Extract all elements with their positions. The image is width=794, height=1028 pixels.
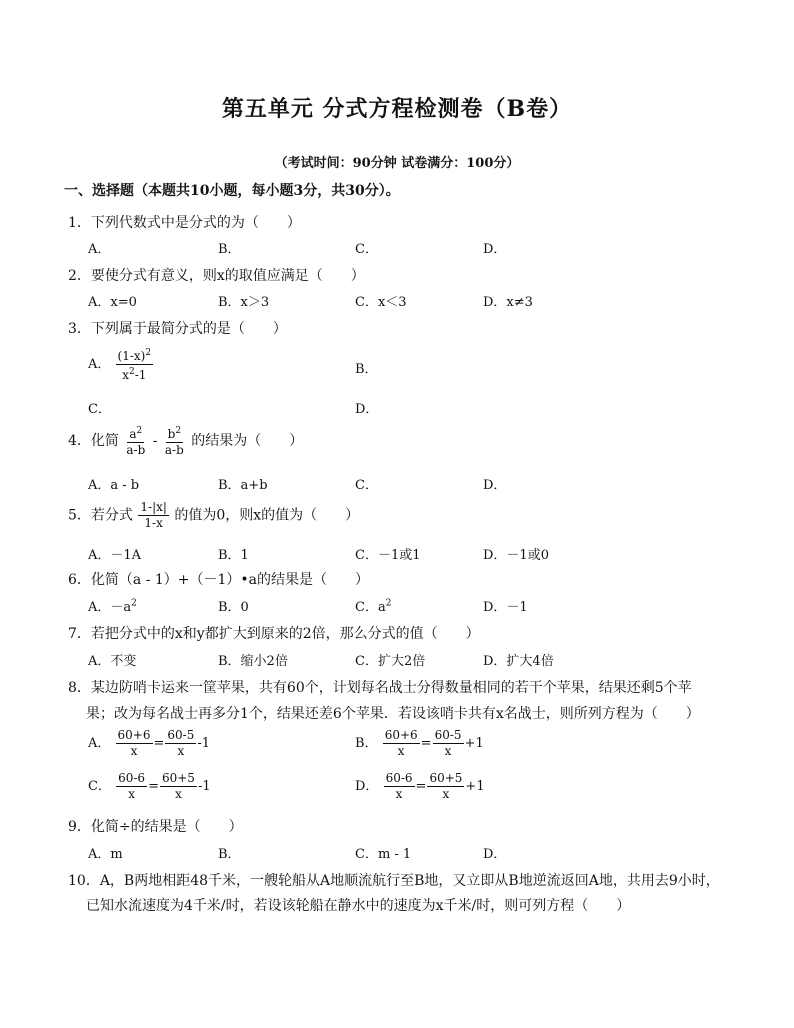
q5-tail-text: 的值为0，则x的值为（ ）	[174, 507, 360, 524]
q5-lead-text: 5．若分式	[68, 507, 133, 524]
question-2-options	[88, 291, 708, 313]
section-heading: 一、选择题（本题共10小题，每小题3分，共30分）。	[64, 183, 400, 199]
equation-fraction-left	[383, 728, 420, 759]
question-1-options	[88, 238, 708, 260]
fraction-numerator	[166, 424, 183, 443]
q2-option-a: A．x=0	[88, 295, 137, 310]
exponent: 2	[175, 426, 182, 436]
fraction-denominator: a-b	[126, 443, 146, 457]
q8-option-c	[88, 771, 211, 802]
option-label: B．	[355, 736, 378, 751]
question-7-stem: 7．若把分式中的x和y都扩大到原来的2倍，那么分式的值（ ）	[68, 626, 480, 642]
q7-option-c: C．扩大2倍	[355, 654, 426, 669]
fraction-numerator	[127, 424, 144, 443]
q4-option-d: D．	[483, 478, 507, 493]
fraction-numerator: 60-6	[385, 771, 413, 785]
q1-option-c: C．	[355, 242, 378, 257]
question-1-stem: 1．下列代数式中是分式的为（ ）	[68, 215, 301, 231]
fraction-numerator: 1-|x|	[140, 500, 167, 514]
q3-option-b: B．	[355, 362, 378, 377]
q3-option-a-fraction	[116, 346, 154, 383]
question-2-stem: 2．要使分式有意义，则x的取值应满足（ ）	[68, 268, 365, 284]
question-9-stem: 9．化简÷的结果是（ ）	[68, 819, 243, 835]
question-3-stem: 3．下列属于最简分式的是（ ）	[68, 321, 287, 337]
equation-tail: -1	[197, 779, 211, 794]
q9-option-c: C．m - 1	[355, 847, 412, 862]
fraction-numerator: 60+5	[161, 771, 195, 785]
question-3-options-row1	[88, 344, 708, 384]
q1-option-b: B．	[218, 242, 241, 257]
option-label: A．	[88, 736, 111, 751]
denominator-text: x	[122, 368, 129, 382]
exam-title: 第五单元 分式方程检测卷（B卷）	[221, 96, 573, 122]
q4-tail-text: 的结果为（ ）	[191, 433, 304, 449]
q5-option-d: D．－1或0	[483, 548, 549, 563]
fraction-denominator: x	[397, 744, 405, 758]
q3-option-a	[88, 346, 154, 383]
option-text: A．－a	[88, 600, 132, 615]
question-6-stem: 6．化简（a - 1）+（－1）•a的结果是（ ）	[68, 572, 370, 588]
equation-tail: +1	[465, 779, 485, 794]
exponent: 2	[145, 348, 152, 358]
q2-option-c: C．x＜3	[355, 295, 407, 310]
option-label: C．	[88, 779, 111, 794]
equation-fraction-right	[427, 771, 464, 802]
q4-fraction-1	[124, 424, 147, 458]
q2-option-b: B．x＞3	[218, 295, 270, 310]
q9-option-d: D．	[483, 847, 507, 862]
exponent: 2	[131, 598, 137, 609]
q7-option-d: D．扩大4倍	[483, 654, 554, 669]
option-text: C．a	[355, 600, 386, 615]
fraction-numerator: 60-6	[118, 771, 146, 785]
fraction-denominator: x	[130, 744, 138, 758]
equation-fraction-right	[165, 728, 196, 759]
fraction-denominator: x	[177, 744, 185, 758]
q9-option-a: A．m	[88, 847, 123, 862]
q9-option-b: B．	[218, 847, 241, 862]
fraction-denominator: x	[442, 787, 450, 801]
fraction-denominator: x	[444, 744, 452, 758]
fraction-numerator: 60+6	[384, 728, 418, 742]
q4-minus-sign: -	[152, 433, 158, 449]
exponent: 2	[385, 598, 392, 609]
q4-option-b: B．a+b	[218, 478, 268, 493]
equals-sign: =	[148, 779, 159, 794]
q1-option-d: D．	[483, 242, 507, 257]
question-7-options	[88, 650, 708, 672]
equation-fraction-left	[116, 771, 147, 802]
q3-option-d: D．	[355, 402, 379, 417]
fraction-numerator	[116, 346, 154, 365]
fraction-numerator: 60+6	[117, 728, 151, 742]
equals-sign: =	[415, 779, 427, 794]
fraction-denominator: x	[395, 787, 403, 801]
equals-sign: =	[153, 736, 165, 751]
q5-option-a: A．－1A	[88, 548, 142, 563]
q6-option-a	[88, 596, 137, 615]
q7-option-b: B．缩小2倍	[218, 654, 288, 669]
q5-option-c: C．－1或1	[355, 548, 421, 563]
question-8-stem-line1: 8．某边防哨卡运来一筐苹果，共有60个，计划每名战士分得数量相同的若干个苹果，结果还剩5个苹	[68, 680, 692, 696]
numerator-text: b	[167, 427, 176, 441]
q8-option-a	[88, 728, 210, 759]
q3-option-a-label: A．	[88, 357, 111, 372]
numerator-text: a	[129, 427, 137, 441]
numerator-text: (1-x)	[117, 349, 146, 363]
question-5-options	[88, 544, 708, 566]
question-10-stem-line2: 已知水流速度为4千米/时，若设该轮船在静水中的速度为x千米/时，则可列方程（ ）	[86, 898, 631, 914]
question-6-options	[88, 596, 708, 618]
q4-option-a: A．a - b	[88, 478, 140, 493]
q5-option-b: B．1	[218, 548, 249, 563]
fraction-numerator: 60-5	[434, 728, 462, 742]
q8-option-b	[355, 728, 484, 759]
denominator-tail: -1	[134, 368, 147, 382]
exponent: 2	[136, 426, 143, 436]
question-4-stem	[68, 424, 303, 458]
q4-option-c: C．	[355, 478, 378, 493]
equals-sign: =	[420, 736, 432, 751]
equation-tail: -1	[197, 736, 211, 751]
fraction-denominator	[120, 365, 148, 383]
q6-option-b: B．0	[218, 600, 249, 615]
q4-fraction-2	[163, 424, 186, 458]
equation-fraction-left	[384, 771, 415, 802]
question-3-options-row2	[88, 398, 708, 420]
question-8-stem-line2: 果；改为每名战士再多分1个，结果还差6个苹果．若设该哨卡共有x名战士，则所列方程为（ ）	[86, 706, 700, 722]
question-8-options-row1	[88, 728, 708, 766]
q3-option-c: C．	[88, 402, 111, 417]
fraction-denominator: x	[175, 787, 182, 801]
exponent: 2	[128, 367, 135, 377]
fraction-numerator: 60+5	[429, 771, 463, 785]
q4-lead-text: 4．化简	[68, 433, 119, 449]
equation-fraction-left	[116, 728, 153, 759]
fraction-denominator: a-b	[164, 443, 184, 457]
equation-tail: +1	[464, 736, 484, 751]
question-4-options	[88, 474, 708, 496]
equation-fraction-right	[160, 771, 197, 802]
fraction-numerator: 60-5	[167, 728, 195, 742]
fraction-denominator: x	[128, 787, 135, 801]
question-8-options-row2	[88, 771, 708, 809]
question-9-options	[88, 843, 708, 865]
q1-option-a: A．	[88, 242, 111, 257]
fraction-denominator: 1-x	[144, 516, 163, 530]
q6-option-c	[355, 596, 391, 615]
question-5-stem	[68, 500, 359, 531]
q2-option-d: D．x≠3	[483, 295, 533, 310]
q5-fraction	[138, 500, 169, 531]
q8-option-d	[355, 771, 485, 802]
q7-option-a: A．不变	[88, 654, 137, 669]
exam-subtitle: （考试时间：90分钟 试卷满分：100分）	[274, 156, 520, 171]
question-10-stem-line1: 10．A，B两地相距48千米，一艘轮船从A地顺流航行至B地，又立即从B地逆流返回A地，共用去9小时，	[68, 873, 720, 889]
q6-option-d: D．－1	[483, 600, 528, 615]
equation-fraction-right	[433, 728, 464, 759]
option-label: D．	[355, 779, 379, 794]
